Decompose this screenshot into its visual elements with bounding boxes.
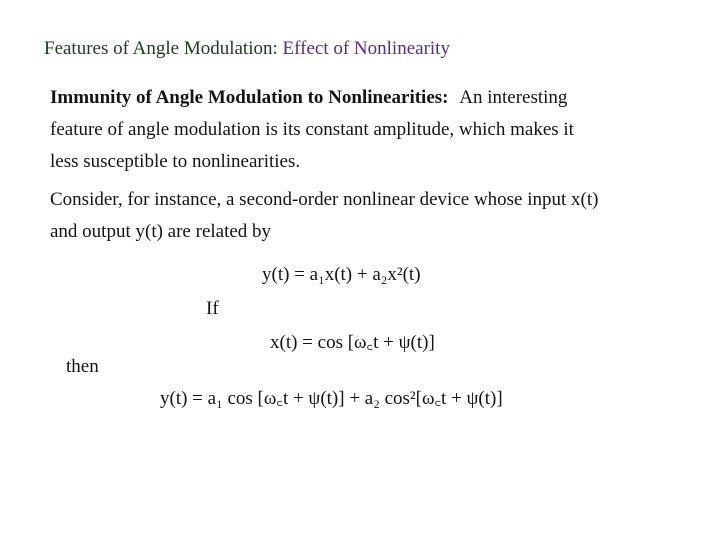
- equation-input-signal: x(t) = cos [ω꜀t + ψ(t)]: [270, 332, 435, 353]
- section-heading: Immunity of Angle Modulation to Nonlinearities:: [50, 87, 449, 108]
- slide-title: [44, 38, 450, 60]
- paragraph-line-1: [50, 82, 670, 114]
- paragraph-line-5: and output y(t) are related by: [50, 221, 272, 242]
- equation-nonlinear-device: y(t) = a₁x(t) + a₂x²(t): [262, 264, 421, 285]
- title-sub: Effect of Nonlinearity: [282, 38, 450, 59]
- paragraph-line-4: Consider, for instance, a second-order nonlinear device whose input x(t): [50, 189, 599, 210]
- then-label: then: [66, 356, 99, 377]
- if-label: If: [206, 298, 219, 319]
- paragraph-line-3: less susceptible to nonlinearities.: [50, 151, 301, 172]
- equation-output-signal: y(t) = a₁ cos [ω꜀t + ψ(t)] + a₂ cos²[ω꜀t + ψ(t)]: [160, 388, 503, 409]
- heading-continuation: An interesting: [459, 87, 568, 108]
- title-main: Features of Angle Modulation:: [44, 38, 278, 59]
- paragraph-line-2: feature of angle modulation is its constant amplitude, which makes it: [50, 119, 574, 140]
